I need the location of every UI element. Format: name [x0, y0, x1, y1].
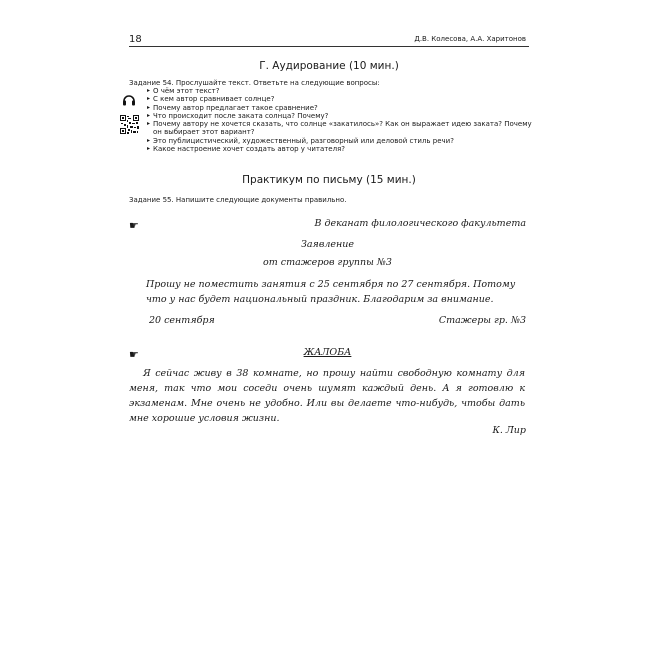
complaint-title: ЖАЛОБА	[303, 347, 352, 358]
complaint-body: Я сейчас живу в 38 комнате, но прошу найти свободную комнату для меня, так что мои соседи очень шумят каждый день. А я готовлю к экзаменам. Мне очень не удобно. Или вы делаете что-нибудь, чтобы дать мне хорошие условия жизни.	[129, 368, 525, 424]
page-number: 18	[129, 34, 142, 45]
running-header-authors: Д.В. Колесова, А.А. Харитонов	[414, 35, 526, 43]
application-date: 20 сентября	[149, 315, 215, 326]
application-addressee: В деканат филологического факультета	[314, 218, 526, 229]
list-item: ▸ С кем автор сравнивает солнце?	[147, 95, 532, 103]
header-rule	[129, 46, 529, 47]
list-item: ▸ О чём этот текст?	[147, 87, 532, 95]
pointing-hand-icon: ☛	[129, 348, 139, 361]
list-item: ▸ Что происходит после заката солнца? Почему?	[147, 112, 532, 120]
list-item: ▸ Почему автору не хочется сказать, что солнце «закатилось»? Как он выражает идею заката? Почему он выбирает этот вариант?	[147, 120, 532, 137]
writing-heading: Практикум по письму (15 мин.)	[242, 174, 416, 186]
listening-heading: Г. Аудирование (10 мин.)	[259, 60, 399, 72]
qr-code-icon	[120, 115, 139, 134]
application-body: Прошу не поместить занятия с 25 сентября по 27 сентября. Потому что у нас будет национальный праздник. Благодарим за внимание.	[146, 279, 516, 305]
application-from: от стажеров группы №3	[263, 257, 392, 268]
list-item: ▸ Какое настроение хочет создать автор у читателя?	[147, 145, 532, 153]
application-signature: Стажеры гр. №3	[438, 315, 526, 326]
headphones-icon	[122, 93, 136, 107]
list-item: ▸ Почему автор предлагает такое сравнение?	[147, 104, 532, 112]
list-item: ▸ Это публицистический, художественный, разговорный или деловой стиль речи?	[147, 137, 532, 145]
complaint-signature: К. Лир	[492, 425, 526, 436]
task-54: Задание 54. Прослушайте текст. Ответьте на следующие вопросы:	[129, 79, 380, 87]
pointing-hand-icon: ☛	[129, 219, 139, 232]
question-list	[147, 87, 532, 153]
task-55: Задание 55. Напишите следующие документы правильно.	[129, 196, 347, 204]
application-title: Заявление	[300, 239, 355, 250]
